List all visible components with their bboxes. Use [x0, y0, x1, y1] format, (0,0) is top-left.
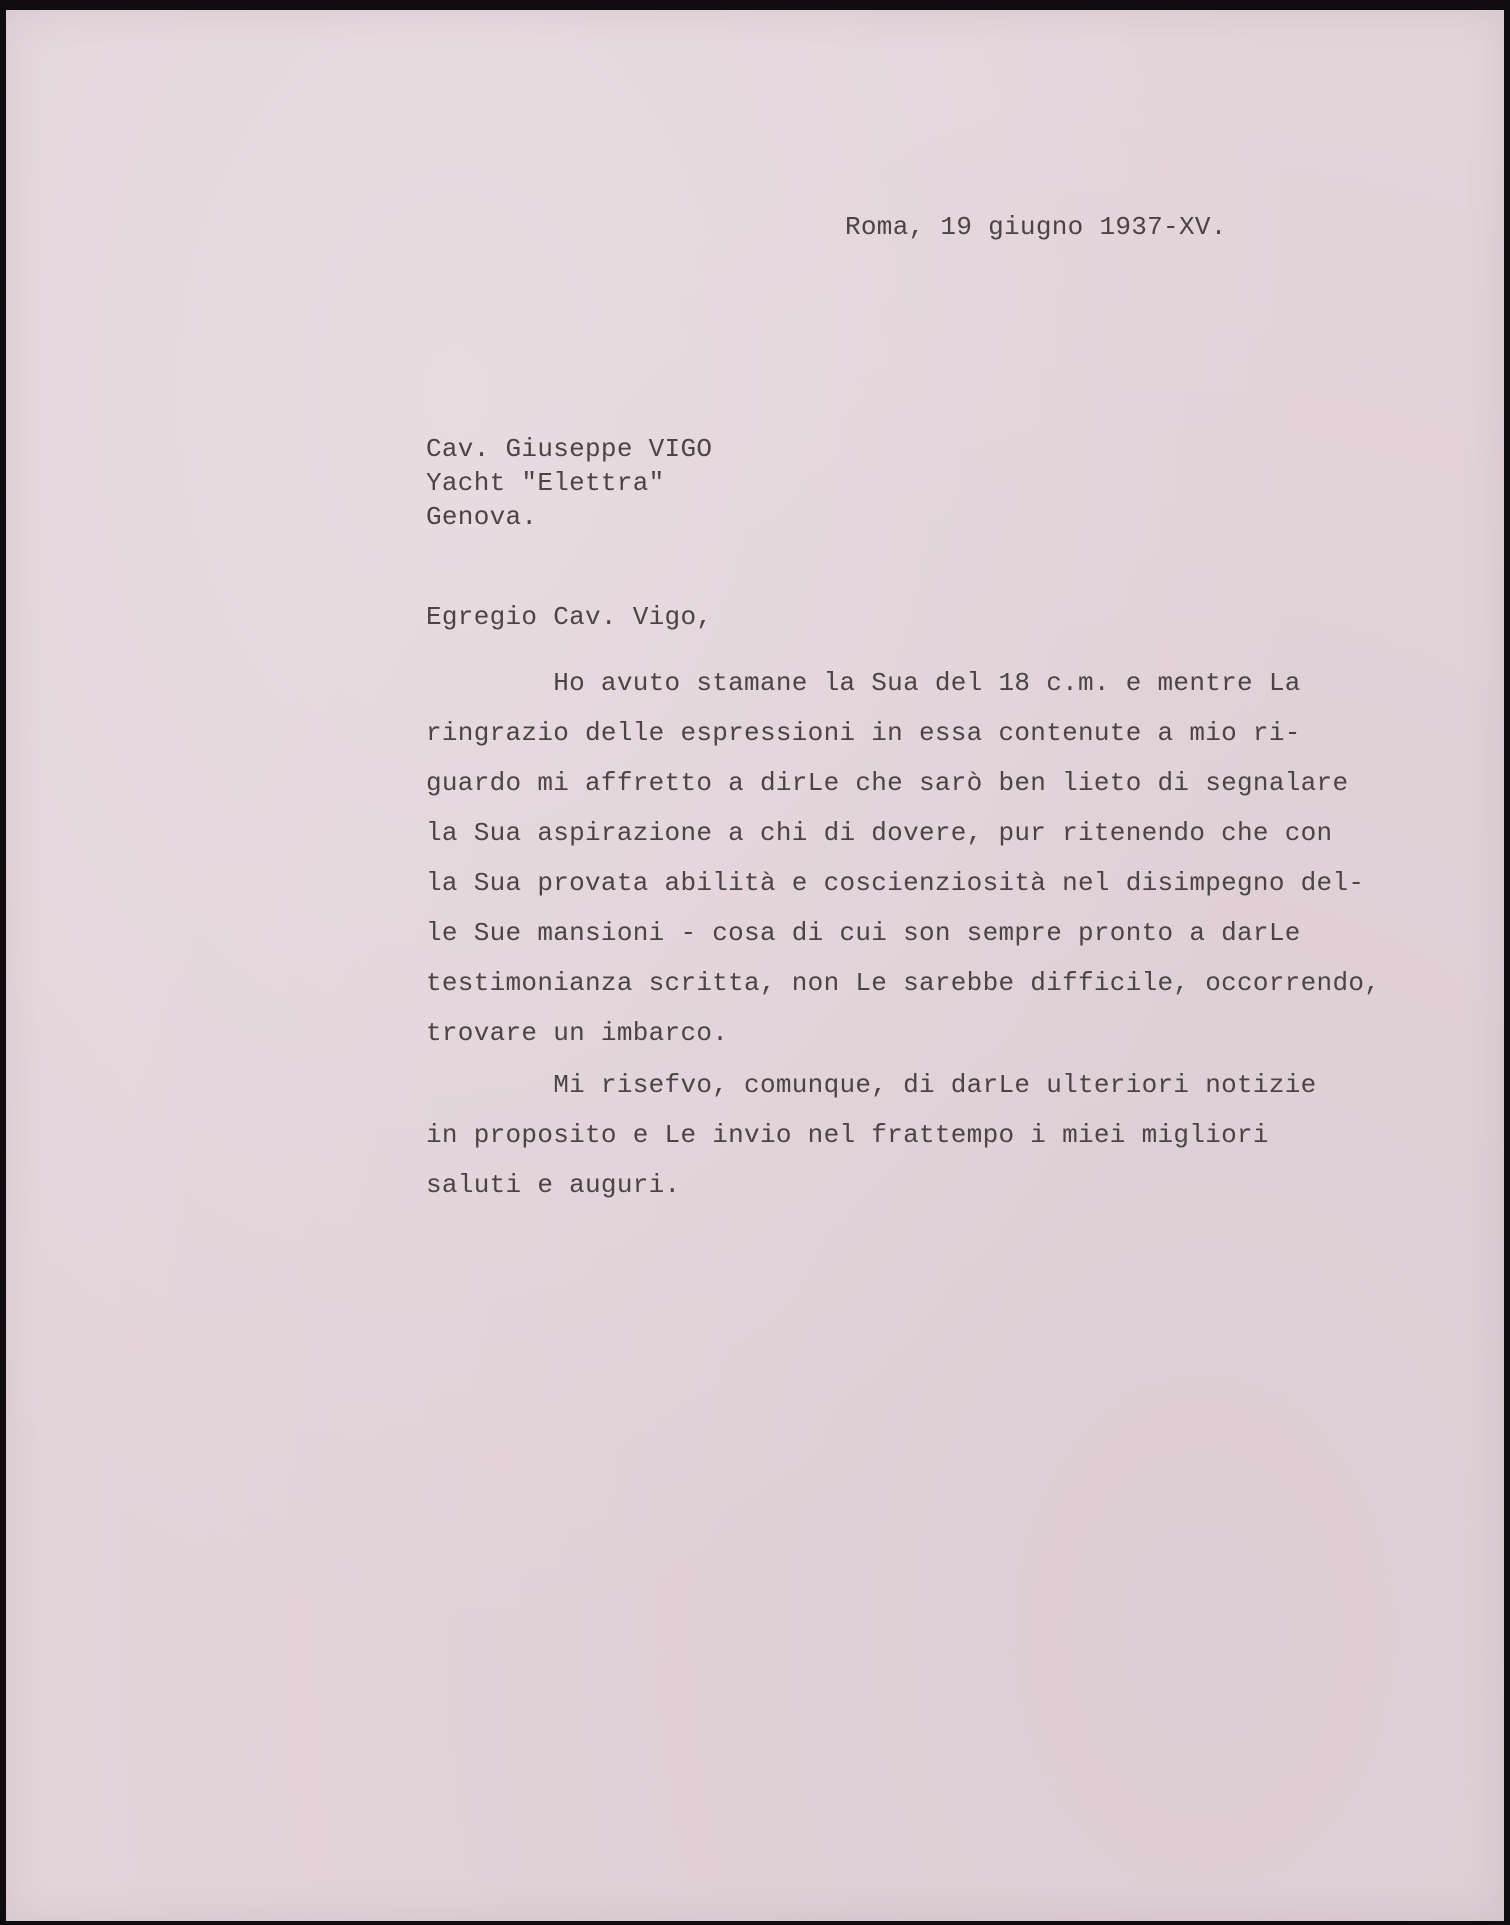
- body-line: saluti e auguri.: [426, 1170, 681, 1200]
- body-line: guardo mi affretto a dirLe che sarò ben lieto di segnalare: [426, 768, 1349, 798]
- body-line: testimonianza scritta, non Le sarebbe difficile, occorrendo,: [426, 968, 1381, 998]
- body-line: la Sua provata abilità e coscienziosità nel disimpegno del-: [426, 868, 1365, 898]
- body-line: in proposito e Le invio nel frattempo i miei migliori: [426, 1120, 1269, 1150]
- body-line: Ho avuto stamane la Sua del 18 c.m. e mentre La: [426, 668, 1301, 698]
- body-line: ringrazio delle espressioni in essa contenute a mio ri-: [426, 718, 1301, 748]
- body-line: le Sue mansioni - cosa di cui son sempre pronto a darLe: [426, 918, 1301, 948]
- salutation: Egregio Cav. Vigo,: [426, 602, 713, 632]
- letter-page: [6, 10, 1504, 1921]
- recipient-vessel: Yacht "Elettra": [426, 468, 665, 498]
- body-line: Mi risefvo, comunque, di darLe ulteriori notizie: [426, 1070, 1317, 1100]
- recipient-name: Cav. Giuseppe VIGO: [426, 434, 713, 464]
- body-line: trovare un imbarco.: [426, 1018, 729, 1048]
- body-line: la Sua aspirazione a chi di dovere, pur ritenendo che con: [426, 818, 1333, 848]
- recipient-city: Genova.: [426, 502, 538, 532]
- letter-date: Roma, 19 giugno 1937-XV.: [845, 212, 1227, 242]
